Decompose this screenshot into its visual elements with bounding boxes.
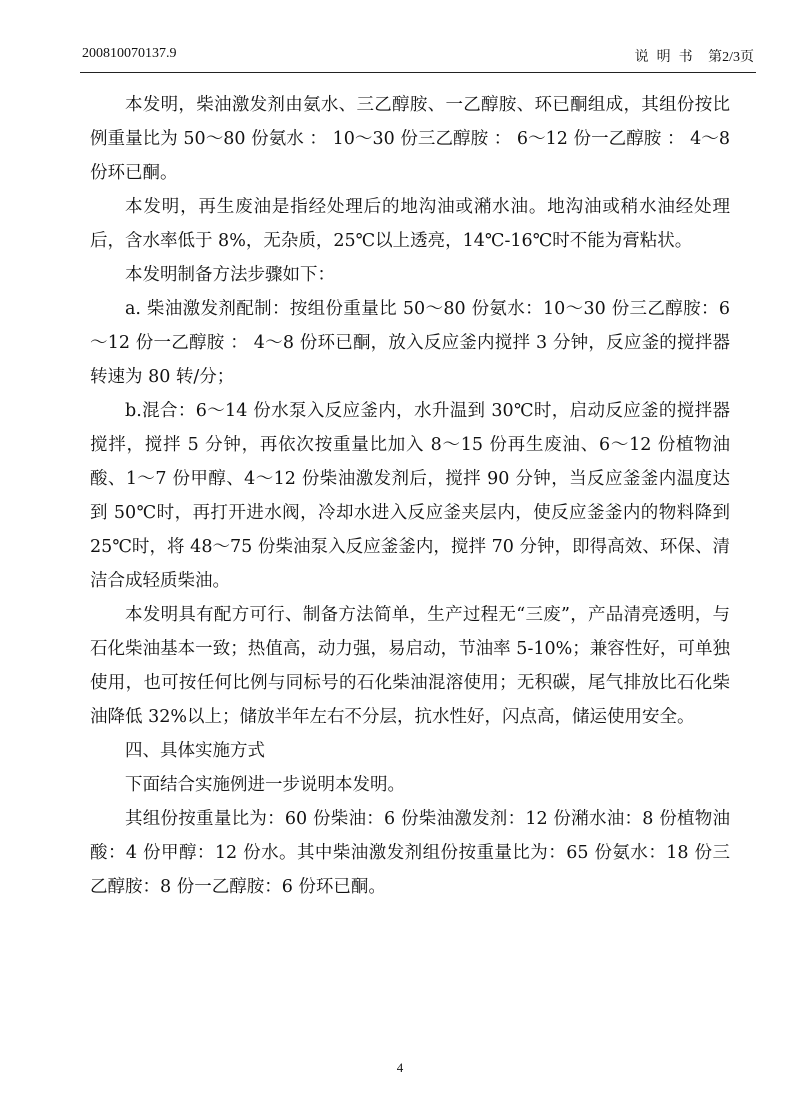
document-body — [90, 88, 730, 904]
header-rule — [80, 72, 756, 73]
paragraph-method-intro: 本发明制备方法步骤如下： — [125, 265, 335, 285]
paragraph-step-b: b.混合：6～14 份水泵入反应釜内，水升温到 30℃时，启动反应釜的搅拌器搅拌，搅拌 5 分钟，再依次按重量比加入 8～15 份再生废油、6～12 份植物油酸、1～7 份甲醇、4～12 份柴油激发剂后，搅拌 90 分钟，当反应釜釜内温度达到 50℃时，再打开进水阀，冷却水进入反应釜夹层内，使反应釜釜内的物料降到 25℃时，将 48～75 份柴油泵入反应釜釜内，搅拌 70 分钟，即得高效、环保、清洁合成轻质柴油。 — [90, 401, 730, 591]
paragraph-example-composition: 其组份按重量比为：60 份柴油：6 份柴油激发剂：12 份潲水油：8 份植物油酸：4 份甲醇：12 份水。其中柴油激发剂组份按重量比为：65 份氨水：18 份三乙醇胺：8 份一乙醇胺：6 份环已酮。 — [90, 809, 730, 897]
header-right — [635, 46, 754, 66]
paragraph-agent-composition: 本发明，柴油激发剂由氨水、三乙醇胺、一乙醇胺、环已酮组成，其组份按比例重量比为 50～80 份氨水 ： 10～30 份三乙醇胺 ： 6～12 份一乙醇胺 ： 4～8 份环已酮。 — [90, 95, 730, 183]
paragraph-example-intro: 下面结合实施例进一步说明本发明。 — [125, 775, 405, 795]
section-heading-embodiment: 四、具体实施方式 — [125, 741, 265, 761]
paragraph-waste-oil: 本发明，再生废油是指经处理后的地沟油或潲水油。地沟油或稍水油经处理后，含水率低于 8%，无杂质，25℃以上透亮，14℃-16℃时不能为膏粘状。 — [90, 197, 730, 251]
page-header — [82, 46, 754, 70]
page-number: 4 — [396, 1060, 404, 1075]
page-indicator: 第2/3页 — [708, 50, 754, 65]
application-number: 200810070137.9 — [82, 46, 177, 61]
paragraph-step-a: a. 柴油激发剂配制：按组份重量比 50～80 份氨水：10～30 份三乙醇胺：6～12 份一乙醇胺 ： 4～8 份环已酮，放入反应釜内搅拌 3 分钟，反应釜的搅拌器转速为 80 转/分； — [90, 299, 730, 387]
document-type-label: 说明书 — [634, 50, 701, 65]
paragraph-advantages: 本发明具有配方可行、制备方法简单，生产过程无“三废”，产品清亮透明，与石化柴油基本一致；热值高，动力强，易启动，节油率 5-10%；兼容性好，可单独使用，也可按任何比例与同标号的石化柴油混溶使用；无积碳，尾气排放比石化柴油降低 32%以上；储放半年左右不分层，抗水性好，闪点高，储运使用安全。 — [90, 605, 730, 727]
